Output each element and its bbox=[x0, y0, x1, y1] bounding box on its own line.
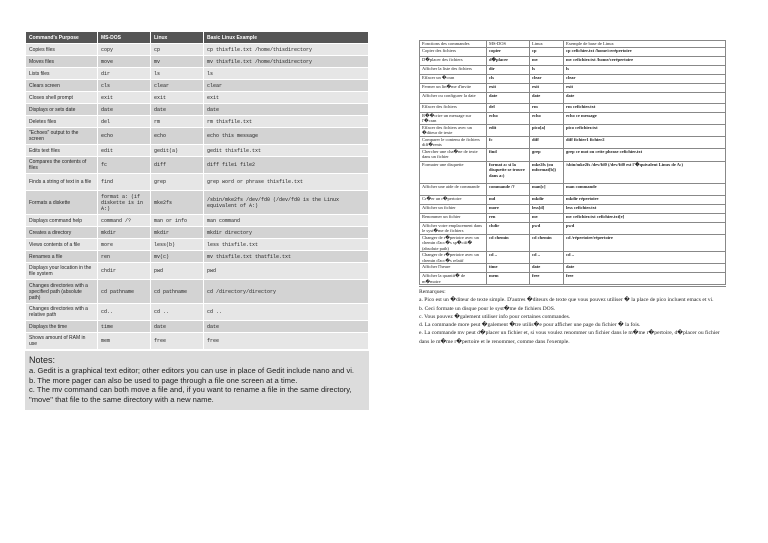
msdos-cell: exit bbox=[98, 92, 151, 104]
example-cell: date bbox=[204, 321, 369, 333]
msdos-cell: mem bbox=[487, 273, 530, 285]
table-row bbox=[26, 174, 369, 191]
table-row bbox=[26, 80, 369, 92]
table-row bbox=[420, 112, 726, 124]
msdos-cell: time bbox=[487, 264, 530, 273]
table-row bbox=[26, 68, 369, 80]
example-cell: mkdir directory bbox=[204, 227, 369, 239]
purpose-cell: Effacer un �cran bbox=[420, 74, 487, 83]
linux-cell: clear bbox=[530, 74, 564, 83]
note-a: a. Gedit is a graphical text editor; other editors you can use in place of Gedit include nano and vi. bbox=[29, 366, 355, 375]
purpose-cell: Creates a directory bbox=[26, 227, 98, 239]
linux-cell: grep bbox=[530, 148, 564, 161]
linux-cell: free bbox=[151, 333, 204, 350]
example-cell: grep word or phrase thisfile.txt bbox=[204, 174, 369, 191]
linux-cell: cd chemin bbox=[530, 234, 564, 252]
msdos-cell: edit bbox=[98, 145, 151, 157]
msdos-cell: d�placer bbox=[487, 56, 530, 65]
table-row bbox=[420, 234, 726, 252]
msdos-cell: mem bbox=[98, 333, 151, 350]
linux-cell: rm bbox=[151, 116, 204, 128]
example-cell: diff fichier1 fichier2 bbox=[564, 136, 726, 148]
linux-cell: ls bbox=[151, 68, 204, 80]
header-example: Exemple de base de Linux bbox=[564, 41, 726, 48]
linux-cell: less[d] bbox=[530, 204, 564, 213]
msdos-cell: fc bbox=[487, 136, 530, 148]
purpose-cell: Displays the time bbox=[26, 321, 98, 333]
linux-cell: echo bbox=[151, 128, 204, 145]
purpose-cell: Compares the contents of files bbox=[26, 157, 98, 174]
table-row bbox=[26, 56, 369, 68]
note-b: b. Ceci formate un disque pour le syst�me de fichiers DOS. bbox=[419, 305, 556, 312]
table-row bbox=[420, 56, 726, 65]
example-cell: /sbin/mke2fs /dev/fd0 (/dev/fd0 est l'�quivalent Linux de A:) bbox=[564, 161, 726, 183]
msdos-cell: chdir bbox=[487, 222, 530, 234]
linux-cell: clear bbox=[151, 80, 204, 92]
purpose-cell: Shows amount of RAM in use bbox=[26, 333, 98, 350]
note-e: e. La commande mv peut d�placer un fichier et, si vous voulez renommer un fichier dans le m�me r�pertoire, d�placer ou fichier dans le m�me r�pertoire et le renommer, comme dans l'exemple. bbox=[419, 330, 720, 345]
example-cell: pwd bbox=[204, 263, 369, 280]
example-cell: cp thisfile.txt /home/thisdirectory bbox=[204, 44, 369, 56]
linux-cell: cp bbox=[530, 47, 564, 56]
msdos-cell: exit bbox=[487, 83, 530, 92]
purpose-cell: Afficher la quantit� de m�moire bbox=[420, 273, 487, 285]
msdos-cell: cd .. bbox=[487, 252, 530, 264]
linux-cell: mv bbox=[530, 213, 564, 222]
purpose-cell: Edits text files bbox=[26, 145, 98, 157]
msdos-cell: commande /? bbox=[487, 183, 530, 195]
msdos-cell: fc bbox=[98, 157, 151, 174]
msdos-cell: mkdir bbox=[98, 227, 151, 239]
french-command-table-panel bbox=[419, 40, 726, 346]
header-linux: Linux bbox=[151, 32, 204, 44]
example-cell: mkdir répertoire bbox=[564, 195, 726, 204]
linux-cell: mv bbox=[530, 56, 564, 65]
purpose-cell: Copies files bbox=[26, 44, 98, 56]
purpose-cell: Copier des fichiers bbox=[420, 47, 487, 56]
msdos-cell: edit bbox=[487, 124, 530, 136]
example-cell: mv thisfile.txt /home/thisdirectory bbox=[204, 56, 369, 68]
purpose-cell: Afficher une aide de commande bbox=[420, 183, 487, 195]
purpose-cell: R��crire un message sur l'�cran bbox=[420, 112, 487, 124]
purpose-cell: Deletes files bbox=[26, 116, 98, 128]
purpose-cell: Formats a diskette bbox=[26, 191, 98, 215]
english-command-table-panel bbox=[25, 31, 369, 410]
purpose-cell: D�placer des fichiers bbox=[420, 56, 487, 65]
example-cell: cd .. bbox=[204, 304, 369, 321]
table-row bbox=[26, 215, 369, 227]
msdos-cell: date bbox=[98, 104, 151, 116]
note-a: a. Pico est un �diteur de texte simple. D'autres �diteurs de texte que vous pouvez utiliser � la place de pico incluent emacs et vi. bbox=[419, 297, 714, 304]
example-cell: mv cefichier.txt cefichier.txt[e] bbox=[564, 213, 726, 222]
linux-cell: gedit(a) bbox=[151, 145, 204, 157]
note-b: b. The more pager can also be used to page through a file one screen at a time. bbox=[29, 375, 298, 385]
table-row bbox=[26, 304, 369, 321]
notes-title: Notes: bbox=[29, 355, 56, 365]
table-row bbox=[26, 251, 369, 263]
table-row bbox=[420, 74, 726, 83]
example-cell: cp cefichier.txt /home/cerépertoire bbox=[564, 47, 726, 56]
msdos-cell: chdir bbox=[98, 263, 151, 280]
french-command-table bbox=[419, 40, 726, 285]
example-cell: cd /répertoire/répertoire bbox=[564, 234, 726, 252]
example-cell: cd .. bbox=[564, 252, 726, 264]
msdos-cell: md bbox=[487, 195, 530, 204]
linux-cell: date bbox=[151, 104, 204, 116]
example-cell: exit bbox=[204, 92, 369, 104]
table-row bbox=[26, 263, 369, 280]
example-cell: /sbin/mke2fs /dev/fd0 (/dev/fd0 is the Linux equivalent of A:) bbox=[204, 191, 369, 215]
table-row bbox=[26, 227, 369, 239]
note-d: d. La commande more peut �galement �tre utilis�e pour afficher une page du fichier � la fois. bbox=[419, 322, 641, 329]
table-row bbox=[420, 148, 726, 161]
table-row bbox=[420, 103, 726, 112]
example-cell: date bbox=[564, 92, 726, 103]
purpose-cell: Comparer le contenu de fichiers diff�rents bbox=[420, 136, 487, 148]
purpose-cell: Afficher ou configurer la date bbox=[420, 92, 487, 103]
linux-cell: man or info bbox=[151, 215, 204, 227]
purpose-cell: Clears screen bbox=[26, 80, 98, 92]
table-row bbox=[420, 264, 726, 273]
purpose-cell: Effacer des fichiers bbox=[420, 103, 487, 112]
linux-cell: mkdir bbox=[151, 227, 204, 239]
purpose-cell: Views contents of a file bbox=[26, 239, 98, 251]
header-example: Basic Linux Example bbox=[204, 32, 369, 44]
purpose-cell: Chercher une cha�ne de texte dans un fichier bbox=[420, 148, 487, 161]
example-cell: rm thisfile.txt bbox=[204, 116, 369, 128]
msdos-cell: cd pathname bbox=[98, 280, 151, 304]
linux-cell: cp bbox=[151, 44, 204, 56]
table-row bbox=[26, 145, 369, 157]
purpose-cell: Cr�er un r�pertoire bbox=[420, 195, 487, 204]
purpose-cell: Closes shell prompt bbox=[26, 92, 98, 104]
table-row bbox=[420, 222, 726, 234]
example-cell: less cefichier.txt bbox=[564, 204, 726, 213]
example-cell: free bbox=[564, 273, 726, 285]
msdos-cell: find bbox=[98, 174, 151, 191]
linux-cell: mkdir bbox=[530, 195, 564, 204]
example-cell: rm cefichier.txt bbox=[564, 103, 726, 112]
msdos-cell: del bbox=[487, 103, 530, 112]
purpose-cell: Moves files bbox=[26, 56, 98, 68]
example-cell: free bbox=[204, 333, 369, 350]
purpose-cell: Displays your location in the file system bbox=[26, 263, 98, 280]
purpose-cell: Afficher votre emplacement dans le syst�me de fichiers bbox=[420, 222, 487, 234]
notes-title: Remarques: bbox=[419, 289, 446, 295]
table-row bbox=[26, 191, 369, 215]
example-cell: gedit thisfile.txt bbox=[204, 145, 369, 157]
table-row bbox=[420, 213, 726, 222]
msdos-cell: format a: si la disquette se trouve dans a:) bbox=[487, 161, 530, 183]
table-row bbox=[26, 333, 369, 350]
example-cell: cd /directory/directory bbox=[204, 280, 369, 304]
linux-cell: pwd bbox=[151, 263, 204, 280]
linux-cell: mke2fs (ou mformat[b]) bbox=[530, 161, 564, 183]
linux-cell: pwd bbox=[530, 222, 564, 234]
msdos-cell: ren bbox=[98, 251, 151, 263]
linux-cell: date bbox=[530, 264, 564, 273]
msdos-cell: dir bbox=[487, 65, 530, 74]
msdos-cell: format a: (if diskette is in A:) bbox=[98, 191, 151, 215]
purpose-cell: Afficher un fichier bbox=[420, 204, 487, 213]
purpose-cell: Displays command help bbox=[26, 215, 98, 227]
header-msdos: MS-DOS bbox=[487, 41, 530, 48]
linux-cell: less(b) bbox=[151, 239, 204, 251]
example-cell: mv cefichier.txt /home/cerépertoire bbox=[564, 56, 726, 65]
purpose-cell: Displays or sets date bbox=[26, 104, 98, 116]
linux-cell: echo bbox=[530, 112, 564, 124]
purpose-cell: Effacer des fichiers avec un �diteur de texte bbox=[420, 124, 487, 136]
header-linux: Linux bbox=[530, 41, 564, 48]
purpose-cell: Finds a string of text in a file bbox=[26, 174, 98, 191]
linux-cell: cd .. bbox=[151, 304, 204, 321]
msdos-cell: dir bbox=[98, 68, 151, 80]
table-row bbox=[26, 44, 369, 56]
table-row bbox=[420, 47, 726, 56]
linux-cell: exit bbox=[530, 83, 564, 92]
table-row bbox=[420, 136, 726, 148]
table-row bbox=[26, 128, 369, 145]
example-cell: date bbox=[204, 104, 369, 116]
msdos-cell: find bbox=[487, 148, 530, 161]
example-cell: clear bbox=[204, 80, 369, 92]
header-msdos: MS-DOS bbox=[98, 32, 151, 44]
msdos-cell: cd chemin bbox=[487, 234, 530, 252]
table-row bbox=[420, 83, 726, 92]
msdos-cell: echo bbox=[98, 128, 151, 145]
example-cell: grep ce mot ou cette phrase cefichier.txt bbox=[564, 148, 726, 161]
purpose-cell: Afficher la liste des fichiers bbox=[420, 65, 487, 74]
linux-cell: diff bbox=[151, 157, 204, 174]
example-cell: echo this message bbox=[204, 128, 369, 145]
example-cell: echo ce message bbox=[564, 112, 726, 124]
msdos-cell: cls bbox=[98, 80, 151, 92]
example-cell: less thisfile.txt bbox=[204, 239, 369, 251]
example-cell: diff file1 file2 bbox=[204, 157, 369, 174]
msdos-cell: cls bbox=[487, 74, 530, 83]
linux-cell: pico[a] bbox=[530, 124, 564, 136]
table-header-row bbox=[26, 32, 369, 44]
example-cell: clear bbox=[564, 74, 726, 83]
purpose-cell: Formater une disquette bbox=[420, 161, 487, 183]
table-row bbox=[420, 124, 726, 136]
example-cell: exit bbox=[564, 83, 726, 92]
purpose-cell: "Echoes" output to the screen bbox=[26, 128, 98, 145]
table-row bbox=[26, 104, 369, 116]
example-cell: pwd bbox=[564, 222, 726, 234]
linux-cell: man[c] bbox=[530, 183, 564, 195]
msdos-cell: date bbox=[487, 92, 530, 103]
msdos-cell: command /? bbox=[98, 215, 151, 227]
msdos-cell: copy bbox=[98, 44, 151, 56]
purpose-cell: Lists files bbox=[26, 68, 98, 80]
linux-cell: ls bbox=[530, 65, 564, 74]
note-c: c. The mv command can both move a file and, if you want to rename a file in the same directory, "move" that file to the same directory with a new name. bbox=[29, 385, 352, 404]
table-row bbox=[420, 273, 726, 285]
example-cell: date bbox=[564, 264, 726, 273]
purpose-cell: Afficher l'heure bbox=[420, 264, 487, 273]
linux-cell: date bbox=[151, 321, 204, 333]
purpose-cell: Renommer un fichier bbox=[420, 213, 487, 222]
table-row bbox=[26, 239, 369, 251]
purpose-cell: Changer de r�pertoire avec un chemin d'acc�s relatif bbox=[420, 252, 487, 264]
example-cell: ls bbox=[204, 68, 369, 80]
purpose-cell: Changes directories with a relative path bbox=[26, 304, 98, 321]
linux-cell: free bbox=[530, 273, 564, 285]
table-row bbox=[420, 183, 726, 195]
msdos-cell: copier bbox=[487, 47, 530, 56]
table-row bbox=[420, 161, 726, 183]
table-row bbox=[420, 65, 726, 74]
english-notes bbox=[25, 351, 369, 410]
example-cell: man command bbox=[204, 215, 369, 227]
example-cell: ls bbox=[564, 65, 726, 74]
table-row bbox=[26, 321, 369, 333]
linux-cell: date bbox=[530, 92, 564, 103]
french-notes bbox=[419, 286, 726, 346]
table-row bbox=[26, 157, 369, 174]
linux-cell: mke2fs bbox=[151, 191, 204, 215]
note-c: c. Vous pouvez �galement utiliser info pour certaines commandes. bbox=[419, 313, 571, 320]
example-cell: mv thisfile.txt thatfile.txt bbox=[204, 251, 369, 263]
msdos-cell: more bbox=[487, 204, 530, 213]
msdos-cell: more bbox=[98, 239, 151, 251]
linux-cell: mv bbox=[151, 56, 204, 68]
example-cell: pico cefichier.txt bbox=[564, 124, 726, 136]
msdos-cell: move bbox=[98, 56, 151, 68]
msdos-cell: echo bbox=[487, 112, 530, 124]
table-row bbox=[420, 252, 726, 264]
table-row bbox=[26, 280, 369, 304]
table-row bbox=[420, 195, 726, 204]
msdos-cell: cd.. bbox=[98, 304, 151, 321]
header-purpose: Fonctions des commandes bbox=[420, 41, 487, 48]
english-command-table bbox=[25, 31, 369, 350]
linux-cell: rm bbox=[530, 103, 564, 112]
purpose-cell: Changes directories with a specified path (absolute path) bbox=[26, 280, 98, 304]
table-row bbox=[420, 92, 726, 103]
linux-cell: mv(c) bbox=[151, 251, 204, 263]
linux-cell: grep bbox=[151, 174, 204, 191]
msdos-cell: ren bbox=[487, 213, 530, 222]
msdos-cell: del bbox=[98, 116, 151, 128]
linux-cell: diff bbox=[530, 136, 564, 148]
table-row bbox=[26, 116, 369, 128]
purpose-cell: Fermer un lin�me d'invite bbox=[420, 83, 487, 92]
example-cell: man commande bbox=[564, 183, 726, 195]
table-row bbox=[26, 92, 369, 104]
linux-cell: cd pathname bbox=[151, 280, 204, 304]
table-row bbox=[420, 204, 726, 213]
linux-cell: exit bbox=[151, 92, 204, 104]
linux-cell: cd .. bbox=[530, 252, 564, 264]
purpose-cell: Renames a file bbox=[26, 251, 98, 263]
purpose-cell: Changer de r�pertoire avec un chemin d'acc�s sp�cifi� (absolute path) bbox=[420, 234, 487, 252]
header-purpose: Command's Purpose bbox=[26, 32, 98, 44]
msdos-cell: time bbox=[98, 321, 151, 333]
